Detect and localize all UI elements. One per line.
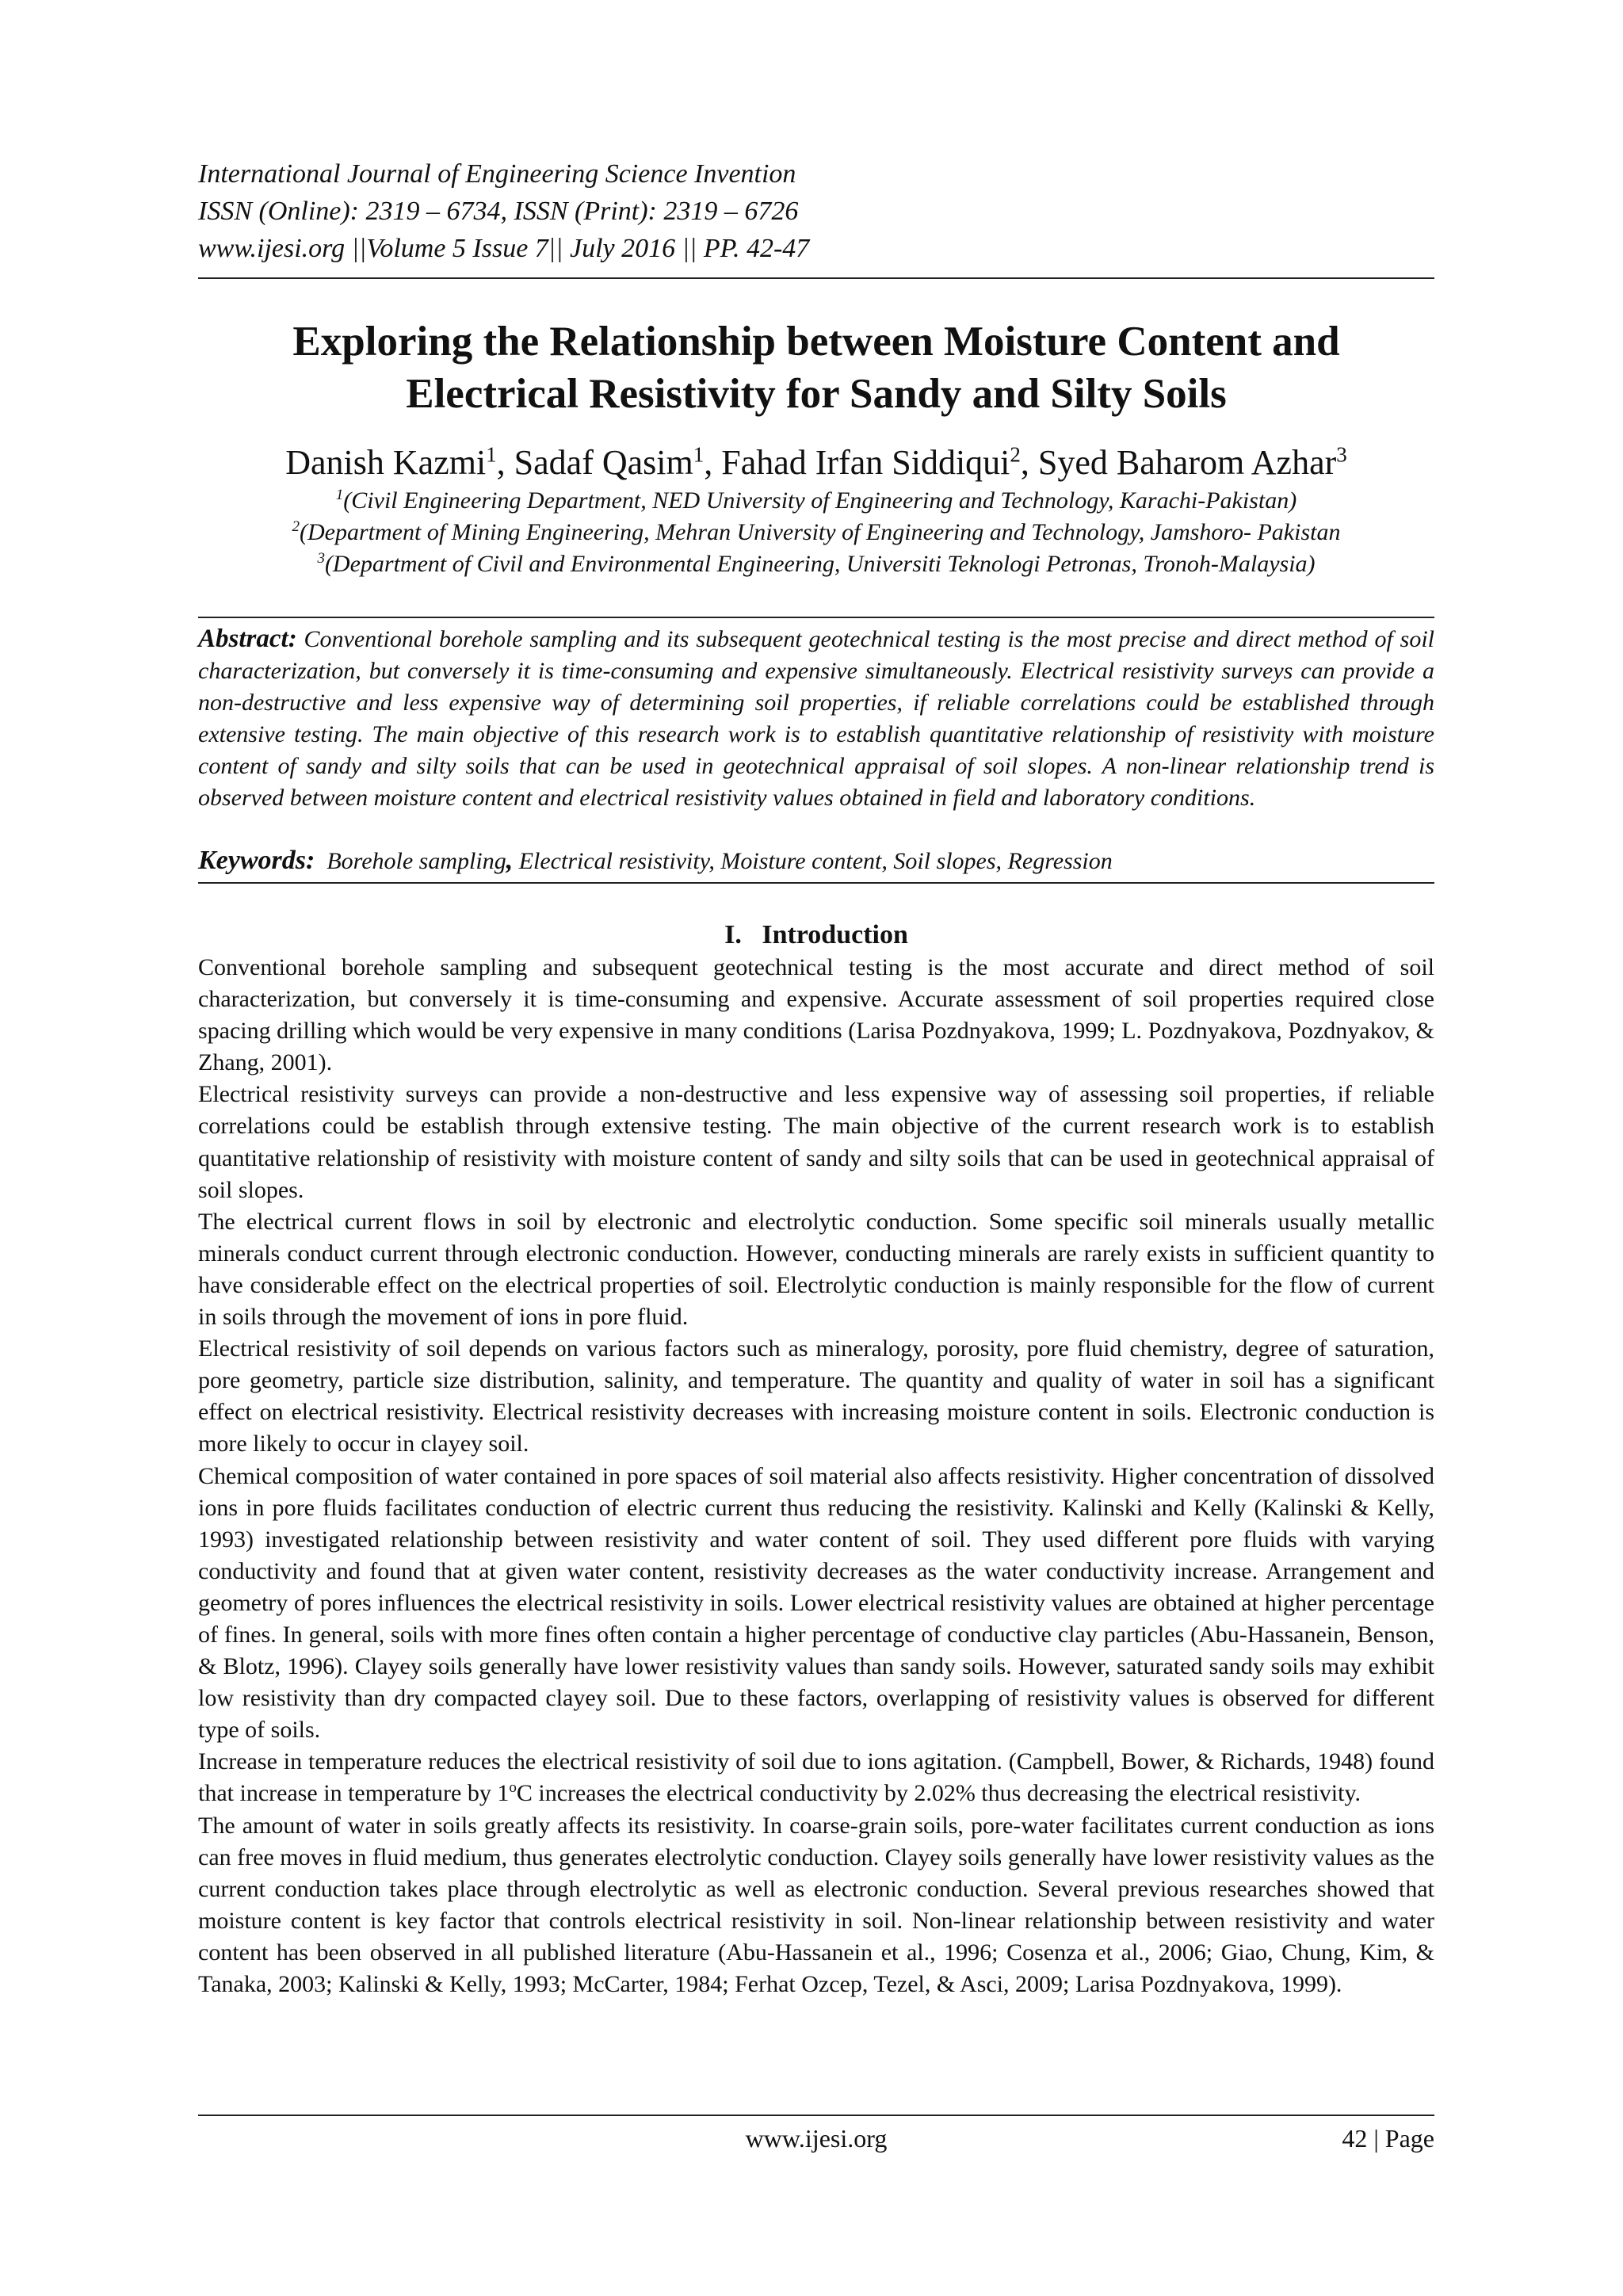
keywords: Keywords: Borehole sampling, Electrical resistivity, Moisture content, Soil slopes, Regression (198, 846, 1113, 875)
author-affiliation-mark: 1 (486, 442, 497, 467)
author-separator: , (1020, 443, 1038, 482)
affiliation-number: 1 (335, 487, 344, 503)
affiliation (198, 548, 1434, 580)
abstract-top-rule (198, 617, 1434, 618)
title-line-2: Electrical Resistivity for Sandy and Silty Soils (406, 371, 1227, 417)
author-name: Fahad Irfan Siddiqui (721, 443, 1010, 482)
journal-header (198, 155, 1434, 267)
author-affiliation-mark: 1 (693, 442, 705, 467)
section-title: Introduction (762, 920, 908, 949)
author-affiliation-mark: 3 (1336, 442, 1347, 467)
abstract-text: Conventional borehole sampling and its subsequent geotechnical testing is the most precise and direct method of soil characterization, but conversely it is time-consuming and expensive simultaneously. Electrical resistivity surveys can provide a non-destructive and less expensive way of determining soil properties, if reliable correlations could be established through extensive testing. The main objective of this research work is to establish quantitative relationship of resistivity with moisture content of sandy and silty soils that can be used in geotechnical appraisal of soil slopes. A non-linear relationship trend is observed between moisture content and electrical resistivity values obtained in field and laboratory conditions. (198, 626, 1434, 811)
section-heading (198, 918, 1434, 953)
abstract-bottom-rule (198, 882, 1434, 884)
abstract (198, 623, 1434, 814)
page-number: 42 | Page (1342, 2124, 1434, 2153)
affiliation-number: 3 (317, 550, 325, 567)
affiliation-list (198, 485, 1434, 580)
footer-website: www.ijesi.org (745, 2124, 888, 2153)
section-number: I. (724, 920, 742, 949)
paper-title (198, 315, 1434, 420)
author-name: Syed Baharom Azhar (1037, 443, 1337, 482)
paragraph: Chemical composition of water contained in pore spaces of soil material also affects resistivity. Higher concentration of dissolved ions in pore fluids facilitates conduction of electric current thus reducing the resistivity. Kalinski and Kelly (Kalinski & Kelly, 1993) investigated relationship between resistivity and water content of soil. They used different pore fluids with varying conductivity and found that at given water content, resistivity decreases as the water conductivity increase. Arrangement and geometry of pores influences the electrical resistivity in soils. Lower electrical resistivity values are obtained at higher percentage of fines. In general, soils with more fines often contain a higher percentage of conductive clay particles (Abu-Hassanein, Benson, & Blotz, 1996). Clayey soils generally have lower resistivity values than sandy soils. However, saturated sandy soils may exhibit low resistivity than dry compacted clayey soil. Due to these factors, overlapping of resistivity values is observed for different type of soils. (198, 1462, 1434, 1744)
abstract-label: Abstract (198, 625, 288, 653)
keywords-label: Keywords: (198, 846, 315, 875)
paragraph (198, 1746, 1434, 1809)
author-separator: , (496, 443, 514, 482)
author-name: Sadaf Qasim (514, 443, 693, 482)
journal-name: International Journal of Engineering Science Invention (198, 159, 796, 189)
paragraph-part: C increases the electrical conductivity by 2.02% thus decreasing the electrical resistivity. (516, 1780, 1361, 1807)
degree-superscript: o (509, 1779, 517, 1797)
footer-rule (198, 2115, 1434, 2116)
author-name: Danish Kazmi (285, 443, 487, 482)
journal-volume: www.ijesi.org ||Volume 5 Issue 7|| July 2016 || PP. 42-47 (198, 234, 810, 263)
paragraph: The amount of water in soils greatly affects its resistivity. In coarse-grain soils, pore-water facilitates current conduction as ions can free moves in fluid medium, thus generates electrolytic conduction. Clayey soils generally have lower resistivity values as the current conduction takes place through electrolytic as well as electronic conduction. Several previous researches showed that moisture content is key factor that controls electrical resistivity in soil. Non-linear relationship between resistivity and water content has been observed in all published literature (Abu-Hassanein et al., 1996; Cosenza et al., 2006; Giao, Chung, Kim, & Tanaka, 2003; Kalinski & Kelly, 1993; McCarter, 1984; Ferhat Ozcep, Tezel, & Asci, 2009; Larisa Pozdnyakova, 1999). (198, 1812, 1434, 1997)
affiliation (198, 517, 1434, 548)
title-line-1: Exploring the Relationship between Moisture Content and (292, 319, 1340, 365)
paragraph: The electrical current flows in soil by electronic and electrolytic conduction. Some specific soil minerals usually metallic minerals conduct current through electronic conduction. However, conducting minerals are rarely exists in sufficient quantity to have considerable effect on the electrical properties of soil. Electrolytic conduction is mainly responsible for the flow of current in soils through the movement of ions in pore fluid. (198, 1208, 1434, 1331)
header-rule (198, 277, 1434, 279)
affiliation-text: (Department of Mining Engineering, Mehran University of Engineering and Technology, Jamshoro- Pakistan (300, 519, 1341, 545)
paragraph-part: Increase in temperature reduces the electrical resistivity of soil due to ions agitation. (Campbell, Bower, & Richards, 1948) found that increase in temperature by 1 (198, 1748, 1434, 1807)
abstract-colon: : (288, 625, 297, 653)
author-list (198, 440, 1434, 486)
keyword-first: Borehole sampling (327, 848, 506, 874)
affiliation (198, 485, 1434, 517)
paragraph: Conventional borehole sampling and subsequent geotechnical testing is the most accurate and direct method of soil characterization, but conversely it is time-consuming and expensive. Accurate assessment of soil properties required close spacing drilling which would be very expensive in many conditions (Larisa Pozdnyakova, 1999; L. Pozdnyakova, Pozdnyakov, & Zhang, 2001). (198, 954, 1434, 1076)
affiliation-text: (Civil Engineering Department, NED University of Engineering and Technology, Karachi-Pakistan) (343, 487, 1297, 514)
journal-issn: ISSN (Online): 2319 – 6734, ISSN (Print): 2319 – 6726 (198, 197, 799, 226)
keyword-list: Electrical resistivity, Moisture content, Soil slopes, Regression (518, 848, 1113, 874)
paragraph: Electrical resistivity surveys can provide a non-destructive and less expensive way of assessing soil properties, if reliable correlations could be establish through extensive testing. The main objective of the current research work is to establish quantitative relationship of resistivity with moisture content of sandy and silty soils that can be used in geotechnical appraisal of soil slopes. (198, 1081, 1434, 1203)
affiliation-text: (Department of Civil and Environmental Engineering, Universiti Teknologi Petronas, Tronoh-Malaysia) (324, 551, 1316, 577)
affiliation-number: 2 (292, 518, 300, 535)
body-text (198, 952, 1434, 2000)
author-separator: , (704, 443, 722, 482)
author-affiliation-mark: 2 (1010, 442, 1021, 467)
paragraph: Electrical resistivity of soil depends on various factors such as mineralogy, porosity, pore fluid chemistry, degree of saturation, pore geometry, particle size distribution, salinity, and temperature. The quantity and quality of water in soil has a significant effect on electrical resistivity. Electrical resistivity decreases with increasing moisture content in soils. Electronic conduction is more likely to occur in clayey soil. (198, 1335, 1434, 1457)
